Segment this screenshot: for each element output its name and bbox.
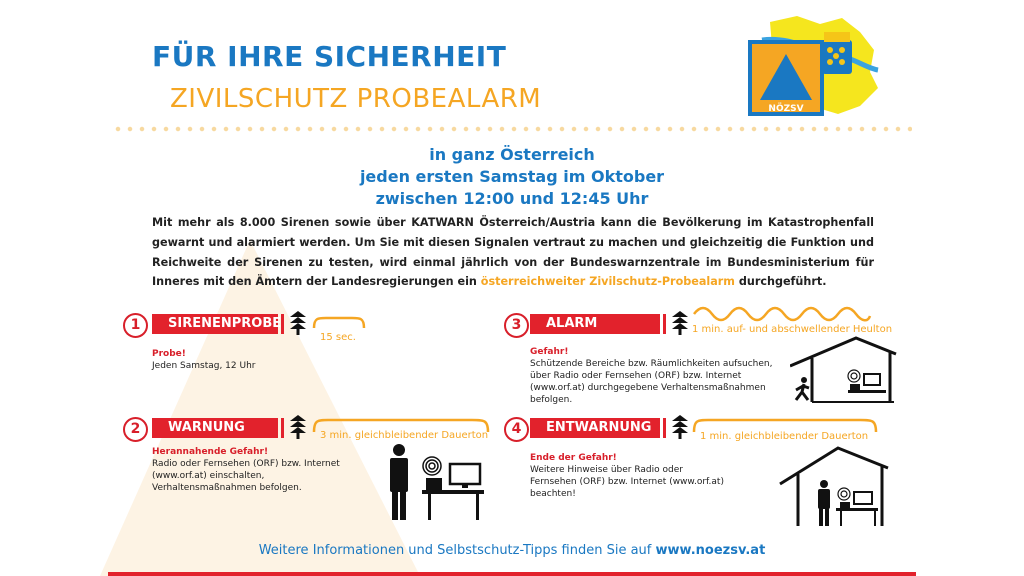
signal-3-description [530,346,790,406]
schedule-line-3: zwischen 12:00 und 12:45 Uhr [375,189,649,208]
footer-link[interactable]: www.noezsv.at [655,543,766,558]
signal-2-description [152,446,352,494]
siren-icon [670,310,690,336]
signal-1-wave [312,316,366,330]
signal-1-duration: 15 sec. [320,332,356,343]
intro-text: Mit mehr als 8.000 Sirenen sowie über KATWARN Österreich/Austria kann die Bevölkerung im Katastrophenfall gewarnt und alarmiert werden. Um Sie mit diesen Signalen vertraut zu machen und gleichzeitig die Funktion und Reichweite der Sirenen zu testen, wird einmal jährlich von der Bundeswarnzentrale im Bundesministerium für Inneres mit den Ämtern der Landesregierungen ein [152,216,874,289]
signal-2-number: 2 [123,417,148,442]
footer-info [0,543,1024,558]
signal-1-label: SIRENENPROBE [152,314,278,334]
signal-2-label: WARNUNG [152,418,278,438]
siren-icon [670,414,690,440]
logo-text: NÖZSV [768,104,804,114]
signal-3-heading: Gefahr! [530,347,569,357]
intro-highlight: österreichweiter Zivilschutz-Probealarm [480,275,735,289]
person-at-tv-illustration [382,442,492,522]
signal-3-number: 3 [504,313,529,338]
dotted-divider [112,126,912,132]
signal-3-label: ALARM [530,314,660,334]
signal-4-duration: 1 min. gleichbleibender Dauerton [700,431,869,442]
signal-4-number: 4 [504,417,529,442]
signal-4-description [530,452,730,500]
signal-2-duration: 3 min. gleichbleibender Dauerton [320,430,489,441]
person-entering-house-illustration [790,336,900,404]
bottom-red-line [108,572,916,576]
signal-4-text: Weitere Hinweise über Radio oder Fernsehen (ORF) bzw. Internet (www.orf.at) beachten! [530,465,724,499]
noezsv-logo [742,10,882,122]
signal-1-number: 1 [123,313,148,338]
signal-3-duration: 1 min. auf- und abschwellender Heulton [692,324,893,335]
signal-1-description [152,348,352,372]
page-title: FÜR IHRE SICHERHEIT [152,40,507,73]
page-subtitle: ZIVILSCHUTZ PROBEALARM [170,84,542,114]
siren-icon [288,414,308,440]
person-in-house-illustration [778,446,890,528]
signal-3-text: Schützende Bereiche bzw. Räumlichkeiten aufsuchen, über Radio oder Fernsehen (ORF) bzw. Internet (www.orf.at) durchgegebene Verhaltensmaßnahmen befolgen. [530,359,773,405]
schedule-line-2: jeden ersten Samstag im Oktober [359,167,665,186]
signal-4-label: ENTWARNUNG [530,418,660,438]
signal-2-heading: Herannahende Gefahr! [152,447,269,457]
intro-paragraph [152,213,874,292]
signal-4-heading: Ende der Gefahr! [530,453,617,463]
footer-text: Weitere Informationen und Selbstschutz-Tipps finden Sie auf [258,543,656,558]
siren-icon [288,310,308,336]
schedule-line-1: in ganz Österreich [429,145,595,164]
signal-1-heading: Probe! [152,349,186,359]
intro-suffix: durchgeführt. [734,275,827,289]
signal-2-text: Radio oder Fernsehen (ORF) bzw. Internet (www.orf.at) einschalten, Verhaltensmaßnahmen befolgen. [152,459,340,493]
signal-3-wave [692,306,872,322]
signal-1-text: Jeden Samstag, 12 Uhr [152,361,256,371]
